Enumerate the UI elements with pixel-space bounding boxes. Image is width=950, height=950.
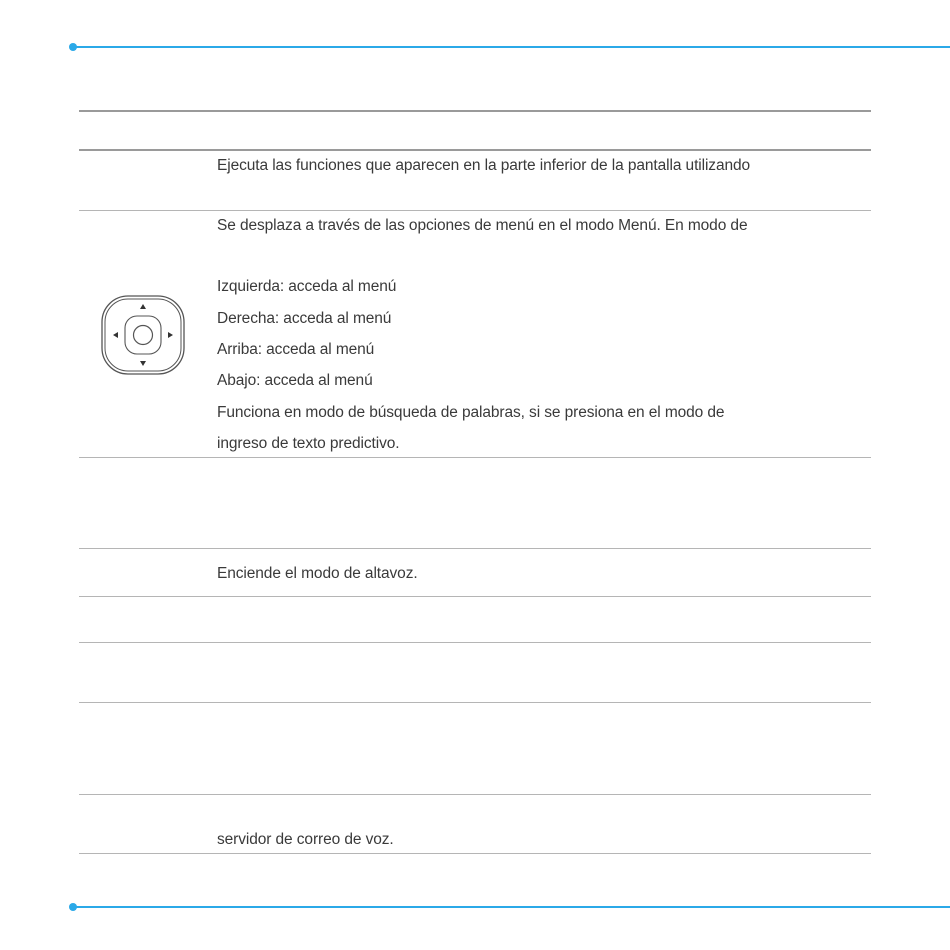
table-row-divider <box>79 548 871 549</box>
table-row-divider <box>79 457 871 458</box>
direction-down: Abajo: acceda al menú <box>217 372 373 389</box>
navigation-key-icon <box>101 295 185 375</box>
table-row-divider <box>79 702 871 703</box>
table-bottom-rule <box>79 853 871 854</box>
bottom-accent-rule <box>73 906 950 908</box>
voicemail-description: servidor de correo de voz. <box>217 831 394 848</box>
speaker-description: Enciende el modo de altavoz. <box>217 565 418 582</box>
table-row-divider <box>79 596 871 597</box>
table-top-rule <box>79 110 871 112</box>
table-row-divider <box>79 210 871 211</box>
soft-keys-description: Ejecuta las funciones que aparecen en la parte inferior de la pantalla utilizando <box>217 157 751 174</box>
navigation-key-intro: Se desplaza a través de las opciones de menú en el modo Menú. En modo de <box>217 217 748 234</box>
direction-up: Arriba: acceda al menú <box>217 341 375 358</box>
predictive-text-line-2: ingreso de texto predictivo. <box>217 435 400 452</box>
direction-left: Izquierda: acceda al menú <box>217 278 397 295</box>
direction-right: Derecha: acceda al menú <box>217 310 392 327</box>
table-row-divider <box>79 794 871 795</box>
predictive-text-line-1: Funciona en modo de búsqueda de palabras, si se presiona en el modo de <box>217 404 725 421</box>
table-header-rule <box>79 149 871 151</box>
table-row-divider <box>79 642 871 643</box>
top-accent-rule <box>73 46 950 48</box>
